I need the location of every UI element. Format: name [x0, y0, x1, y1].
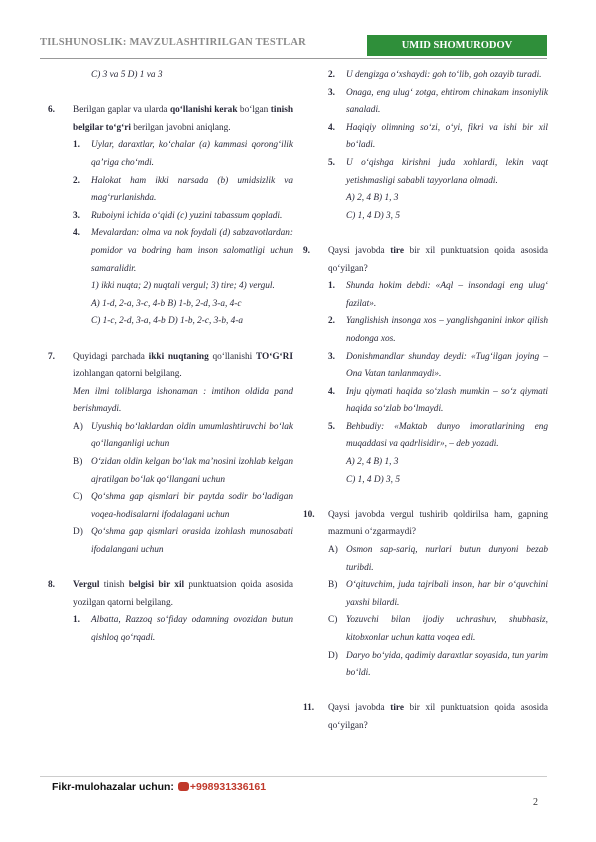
- question-10: [303, 507, 548, 683]
- item-text: Mevalardan: olma va nok foydali (d) sabzavotlardan: pomidor va bodring ham inson salomatligi uchun samaralidir.: [91, 228, 293, 274]
- item-number: 5.: [328, 421, 335, 432]
- item-number: 1.: [73, 140, 80, 151]
- answer-option: [73, 524, 293, 559]
- page-number: 2: [533, 797, 538, 808]
- question-text: Berilgan gaplar va ularda: [73, 105, 170, 116]
- list-item: [73, 173, 293, 208]
- question-bold: belgisi bir xil: [128, 580, 185, 591]
- item-number: 3.: [328, 351, 335, 362]
- item-text: Yanglishish insonga xos – yanglishganini inkor qilish nodonga xos.: [346, 316, 548, 344]
- question-bold: TO‘G‘RI: [255, 351, 293, 362]
- question-text: punktuatsion qoida asosida yozilgan qatorni belgilang.: [73, 580, 293, 608]
- option-letter: A): [328, 545, 338, 556]
- list-item: [73, 612, 293, 647]
- list-item: [328, 155, 548, 190]
- phone-icon: [178, 782, 189, 791]
- question-number: 11.: [303, 703, 315, 714]
- question-7: [48, 349, 293, 560]
- option-letter: C): [328, 615, 338, 626]
- option-text: Qo‘shma gap qismlari orasida izohlash munosabati ifodalangani uchun: [91, 527, 293, 556]
- question-text: bir xil punktuatsion qoida asosida qo‘yilgan?: [328, 703, 548, 731]
- list-item: [73, 137, 293, 172]
- answer-line: C) 1-c, 2-d, 3-a, 4-b D) 1-b, 2-c, 3-b, 4-a: [91, 316, 244, 327]
- question-number: 7.: [48, 351, 55, 362]
- question-text: Qaysi javobda: [328, 245, 391, 256]
- question-11: [303, 700, 548, 735]
- item-number: 2.: [328, 316, 335, 327]
- question-bold: tire: [390, 245, 404, 256]
- option-text: Uyushiq bo‘laklardan oldin umumlashtiruvchi bo‘lak qo‘llanganligi uchun: [91, 421, 293, 450]
- phone-link[interactable]: +998931336161: [189, 781, 267, 793]
- list-item: [328, 67, 548, 85]
- question-8: [48, 577, 293, 647]
- item-text: Uylar, daraxtlar, ko‘chalar (a) kammasi qorong‘ilik qa’riga cho‘mdi.: [91, 140, 293, 168]
- list-item: [328, 384, 548, 419]
- question-9: [303, 243, 548, 489]
- question-text: tinish: [99, 580, 129, 591]
- item-number: 3.: [73, 210, 80, 221]
- item-text: Halokat ham ikki narsada (b) umidsizlik va mag‘rurlanishda.: [91, 175, 293, 204]
- list-item: [328, 419, 548, 454]
- question-bold: qo‘llanishi kerak: [169, 105, 238, 116]
- left-column: [48, 67, 293, 648]
- answer-line: C) 1, 4 D) 3, 5: [346, 474, 400, 485]
- answer-option: [328, 577, 548, 612]
- right-column: [303, 67, 548, 736]
- question-text: Qaysi javobda: [328, 703, 391, 714]
- option-text: Osmon sap-sariq, nurlari butun dunyoni bezab turibdi.: [346, 545, 548, 573]
- item-number: 4.: [328, 386, 335, 397]
- question-number: 8.: [48, 580, 55, 591]
- item-number: 4.: [73, 228, 80, 239]
- question-bold: ikki nuqtaning: [148, 351, 209, 362]
- option-text: Qo‘shma gap qismlari bir paytda sodir bo‘ladigan voqea-hodisalarni ifodalagani uchun: [91, 492, 293, 520]
- question-text: berilgan javobni aniqlang.: [130, 122, 231, 133]
- footer-label: Fikr-mulohazalar uchun:: [52, 781, 177, 793]
- answer-option: [328, 648, 548, 683]
- item-text: Donishmandlar shunday deydi: «Tug‘ilgan joying – Ona Vatan tanlanmaydi».: [346, 351, 548, 380]
- answer-line: A) 2, 4 B) 1, 3: [346, 457, 399, 468]
- item-number: 5.: [328, 157, 335, 168]
- list-item: [328, 313, 548, 348]
- option-letter: D): [73, 527, 83, 538]
- answer-line: A) 1-d, 2-a, 3-c, 4-b B) 1-b, 2-d, 3-a, 4-c: [91, 298, 242, 309]
- answer-line: C) 3 va 5 D) 1 va 3: [91, 70, 163, 80]
- question-bold: tire: [390, 703, 404, 714]
- list-item: [328, 85, 548, 120]
- item-text: Behbudiy: «Maktab dunyo imoratlarining eng muqaddasi va qadrlisidir», – deb yozadi.: [346, 421, 548, 450]
- answer-option: [328, 542, 548, 577]
- list-item: [328, 349, 548, 384]
- answer-option: [73, 454, 293, 489]
- item-text: U dengizga o‘xshaydi: goh to‘lib, goh ozayib turadi.: [346, 70, 542, 80]
- header-divider: [40, 58, 547, 59]
- footer-divider: [40, 776, 547, 777]
- question-text: bo‘lgan: [237, 105, 271, 116]
- item-text: Haqiqiy olimning so‘zi, o‘yi, fikri va ishi bir xil bo‘ladi.: [346, 122, 548, 151]
- sub-list: 1) ikki nuqta; 2) nuqtali vergul; 3) tire; 4) vergul.: [91, 281, 275, 292]
- item-text: Ruboiyni ichida o‘qidi (c) yuzini tabassum qopladi.: [91, 210, 283, 221]
- item-number: 2.: [73, 175, 80, 186]
- item-text: Inju qiymati haqida so‘zlash mumkin – so‘z qiymati haqida so‘zlab bo‘lmaydi.: [346, 386, 548, 415]
- answer-option: [328, 612, 548, 647]
- option-letter: D): [328, 650, 338, 661]
- option-letter: C): [73, 492, 83, 503]
- question-number: 6.: [48, 105, 55, 116]
- list-item: [328, 278, 548, 313]
- question-text: izohlangan qatorni belgilang.: [73, 369, 182, 380]
- question-bold: Vergul: [73, 580, 100, 591]
- item-text: Shunda hokim debdi: «Aql – insondagi eng ulug‘ fazilat».: [346, 281, 548, 309]
- option-text: Daryo bo‘yida, qadimiy daraxtlar soyasida, tun yarim bo‘ldi.: [346, 650, 548, 679]
- list-item: [73, 225, 293, 278]
- item-number: 4.: [328, 122, 335, 133]
- option-text: O‘zidan oldin kelgan bo‘lak ma’nosini izohlab kelgan ajratilgan bo‘lak qo‘llangani uchun: [91, 457, 293, 485]
- author-badge: UMID SHOMURODOV: [367, 35, 547, 56]
- question-number: 10.: [303, 509, 315, 520]
- question-text: qo‘llanishi: [208, 351, 256, 362]
- question-bold: tinish belgilar to‘g‘ri: [73, 105, 293, 133]
- answer-option: [73, 419, 293, 454]
- passage-text: Men ilmi toliblarga ishonaman : imtihon oldida pand berishmaydi.: [73, 386, 293, 415]
- item-text: Onaga, eng ulug‘ zotga, ehtirom chinakam insoniylik sanaladi.: [346, 87, 548, 116]
- answer-line: C) 1, 4 D) 3, 5: [346, 210, 400, 221]
- question-6: [48, 102, 293, 331]
- list-item: [328, 120, 548, 155]
- item-text: Albatta, Razzoq so‘fiday odamning ovozidan butun qishloq qo‘rqadi.: [91, 615, 293, 643]
- item-number: 1.: [73, 615, 80, 626]
- item-number: 2.: [328, 70, 335, 80]
- question-number: 9.: [303, 245, 310, 256]
- option-text: Yozuvchi bilan ijodiy uchrashuv, shubhasiz, kitobxonlar uchun katta voqea edi.: [346, 615, 548, 643]
- list-item: [73, 208, 293, 226]
- item-number: 1.: [328, 281, 335, 292]
- option-letter: B): [73, 457, 83, 468]
- item-text: U o‘qishga kirishni juda xohlardi, lekin vaqt yetishmasligi sababli tayyorlana olmadi.: [346, 157, 548, 186]
- header-title: TILSHUNOSLIK: MAVZULASHTIRILGAN TESTLAR: [40, 37, 306, 48]
- question-text: Qaysi javobda vergul tushirib qoldirilsa ham, gapning mazmuni o‘zgarmaydi?: [328, 509, 548, 538]
- question-text: Quyidagi parchada: [73, 351, 149, 362]
- question-8-continued: [303, 67, 548, 225]
- answer-line: A) 2, 4 B) 1, 3: [346, 193, 399, 204]
- footer: [52, 781, 266, 793]
- item-number: 3.: [328, 87, 335, 98]
- question-text: bir xil punktuatsion qoida asosida qo‘yilgan?: [328, 245, 548, 274]
- option-text: O‘qituvchim, juda tajribali inson, har bir o‘quvchini yaxshi bilardi.: [346, 580, 548, 608]
- answer-option: [73, 489, 293, 524]
- option-letter: B): [328, 580, 338, 591]
- option-letter: A): [73, 421, 83, 432]
